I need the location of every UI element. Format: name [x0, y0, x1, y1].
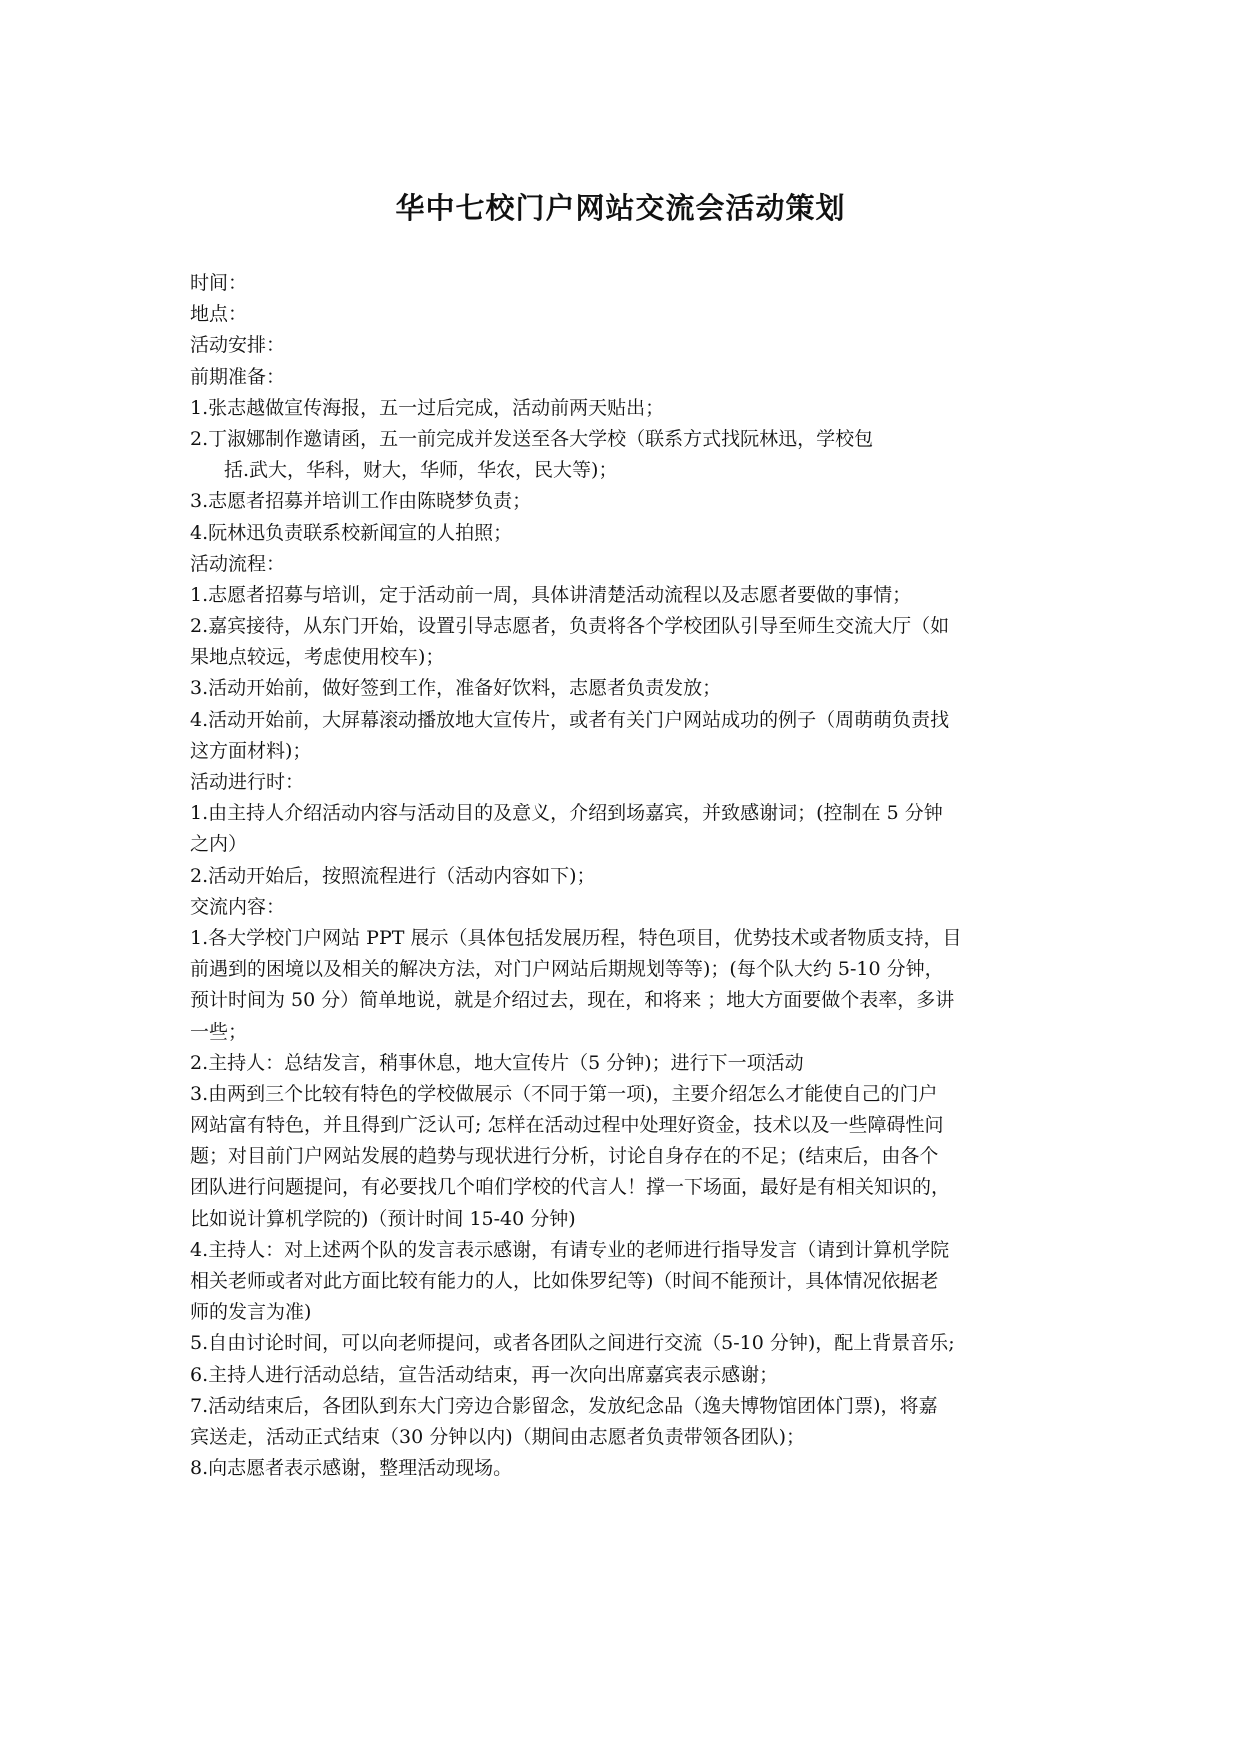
body-line-preparation-heading: 前期准备： [190, 365, 286, 388]
body-line-location: 地点： [190, 303, 248, 326]
body-line: 1.张志越做宣传海报，五一过后完成，活动前两天贴出； [190, 396, 665, 419]
body-line-process-heading: 活动流程： [190, 552, 286, 575]
document-title: 华中七校门户网站交流会活动策划 [395, 191, 846, 225]
body-line: 4.主持人：对上述两个队的发言表示感谢，有请专业的老师进行指导发言（请到计算机学院 [190, 1238, 950, 1261]
body-line: 1.由主持人介绍活动内容与活动目的及意义，介绍到场嘉宾，并致感谢词；(控制在 5 分钟 [190, 802, 943, 825]
body-line: 题；对目前门户网站发展的趋势与现状进行分析，讨论自身存在的不足；(结束后，由各个 [190, 1145, 939, 1168]
body-line-exchange-heading: 交流内容： [190, 895, 286, 918]
body-line: 果地点较远，考虑使用校车)； [190, 646, 445, 669]
body-line: 3.由两到三个比较有特色的学校做展示（不同于第一项)，主要介绍怎么才能使自己的门户 [190, 1082, 938, 1105]
body-line: 4.阮林迅负责联系校新闻宣的人拍照； [190, 521, 513, 544]
body-line: 这方面材料)； [190, 739, 312, 762]
body-line-arrangement-heading: 活动安排： [190, 334, 286, 357]
body-line: 2.丁淑娜制作邀请函，五一前完成并发送至各大学校（联系方式找阮林迅，学校包 [190, 427, 874, 450]
body-line: 相关老师或者对此方面比较有能力的人，比如侏罗纪等)（时间不能预计，具体情况依据老 [190, 1270, 939, 1292]
body-line: 2.嘉宾接待，从东门开始，设置引导志愿者，负责将各个学校团队引导至师生交流大厅（如 [190, 615, 950, 638]
body-line: 比如说计算机学院的)（预计时间 15-40 分钟) [190, 1207, 576, 1230]
body-line: 网站富有特色，并且得到广泛认可; 怎样在活动过程中处理好资金，技术以及一些障碍性问 [190, 1114, 944, 1137]
body-line: 团队进行问题提问，有必要找几个咱们学校的代言人！撑一下场面，最好是有相关知识的， [190, 1176, 951, 1199]
body-line: 师的发言为准) [190, 1301, 312, 1324]
body-line: 一些； [190, 1020, 248, 1043]
body-line: 3.志愿者招募并培训工作由陈晓梦负责； [190, 490, 532, 513]
body-line: 前遇到的困境以及相关的解决方法，对门户网站后期规划等等)；(每个队大约 5-10 分钟， [190, 958, 944, 981]
document-body [190, 268, 1070, 1484]
body-line: 3.活动开始前，做好签到工作，准备好饮料，志愿者负责发放； [190, 677, 722, 700]
body-line: 4.活动开始前，大屏幕滚动播放地大宣传片，或者有关门户网站成功的例子（周萌萌负责找 [190, 708, 950, 731]
body-line: 8.向志愿者表示感谢，整理活动现场。 [190, 1457, 513, 1480]
body-line: 2.主持人：总结发言，稍事休息，地大宣传片（5 分钟)；进行下一项活动 [190, 1051, 804, 1074]
body-line: 6.主持人进行活动总结，宣告活动结束，再一次向出席嘉宾表示感谢； [190, 1363, 779, 1386]
body-line-ongoing-heading: 活动进行时： [190, 771, 305, 793]
body-line: 之内） [190, 833, 248, 856]
body-line-time: 时间： [190, 272, 248, 294]
body-line: 预计时间为 50 分）简单地说，就是介绍过去，现在，和将来 ；地大方面要做个表率，多讲 [190, 989, 955, 1012]
body-line: 5.自由讨论时间，可以向老师提问，或者各团队之间进行交流（5-10 分钟)，配上背景音乐; [190, 1332, 955, 1355]
body-line: 1.各大学校门户网站 PPT 展示（具体包括发展历程，特色项目，优势技术或者物质支持，目 [190, 926, 962, 949]
body-line: 宾送走，活动正式结束（30 分钟以内)（期间由志愿者负责带领各团队)； [190, 1425, 806, 1448]
body-line: 1.志愿者招募与培训，定于活动前一周，具体讲清楚活动流程以及志愿者要做的事情； [190, 583, 912, 606]
body-line: 2.活动开始后，按照流程进行（活动内容如下)； [190, 864, 596, 887]
body-line: 7.活动结束后，各团队到东大门旁边合影留念，发放纪念品（逸夫博物馆团体门票)，将嘉 [190, 1394, 938, 1417]
body-line: 括.武大，华科，财大，华师，华农，民大等)； [224, 459, 618, 482]
